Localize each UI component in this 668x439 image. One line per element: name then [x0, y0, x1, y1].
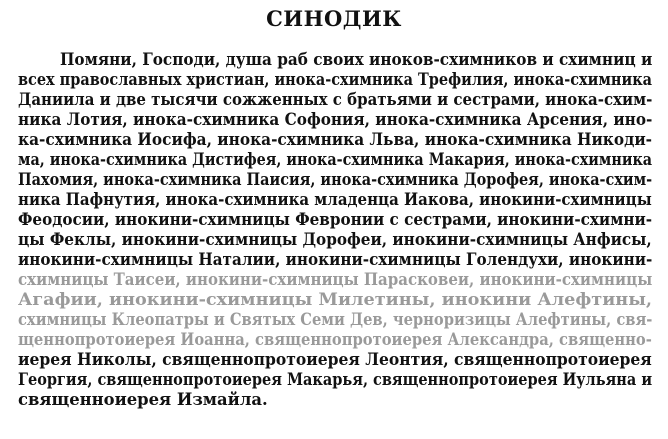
text-line-18: священноиерея Измайла.	[18, 390, 268, 409]
text-line-8: ника Пафнутия, инока-схимника младенца Иакова, инокини-схимницы	[18, 190, 652, 209]
document-title: СИНОДИК	[266, 6, 402, 31]
text-line-15: щеннопротоиерея Иоанна, священнопротоиерея Александра, священно-	[18, 330, 652, 349]
text-line-10: цы Феклы, инокини-схимницы Дорофеи, инокини-схимницы Анфисы,	[18, 230, 652, 249]
text-line-1: Помяни, Господи, душа раб своих иноков-схимников и схимниц и	[60, 50, 653, 69]
text-line-12: схимницы Таисеи, инокини-схимницы Парасковеи, инокини-схимницы	[18, 270, 653, 289]
text-line-5: ка-схимника Иосифа, инока-схимника Льва, инока-схимника Никоди-	[18, 130, 653, 149]
text-line-11: инокини-схимницы Наталии, инокини-схимницы Голендухи, инокини-	[18, 250, 653, 269]
text-line-14: схимницы Клеопатры и Святых Семи Дев, черноризицы Алефтины, свя-	[18, 310, 653, 329]
text-line-9: Феодосии, инокини-схимницы Февронии с сестрами, инокини-схимни-	[18, 210, 653, 229]
text-line-2: всех православных христиан, инока-схимника Трефилия, инока-схимника	[18, 70, 653, 89]
text-line-6: ма, инока-схимника Дистифея, инока-схимника Макария, инока-схимника	[18, 150, 653, 169]
text-line-13: Агафии, инокини-схимницы Милетины, инокини Алефтины,	[18, 290, 653, 309]
text-line-3: Даниила и две тысячи сожженных с братьями и сестрами, инока-схим-	[18, 90, 653, 109]
text-line-17: Георгия, священнопротоиерея Макарья, священнопротоиерея Иульяна и	[18, 370, 653, 389]
text-line-16: иерея Николы, священнопротоиерея Леонтия, священнопротоиерея	[18, 350, 652, 369]
text-line-7: Пахомия, инока-схимника Паисия, инока-схимника Дорофея, инока-схим-	[18, 170, 653, 189]
text-line-4: ника Лотия, инока-схимника Софония, инока-схимника Арсения, ино-	[18, 110, 653, 129]
